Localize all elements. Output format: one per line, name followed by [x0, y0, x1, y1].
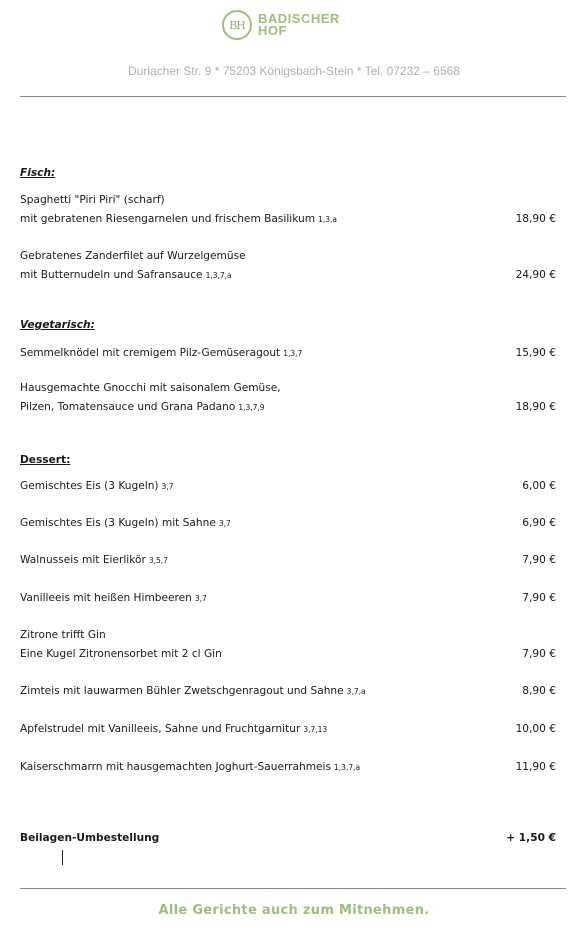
item-price: 6,90 €: [522, 517, 556, 529]
item-price: 7,90 €: [522, 554, 556, 566]
menu-item-line: mit gebratenen Riesengarnelen und frischem Basilikum 1,3,a 18,90 €: [20, 213, 556, 225]
item-price: 7,90 €: [522, 648, 556, 660]
logo-monogram: BH: [222, 10, 252, 40]
beilagen-label: Beilagen-Umbestellung: [20, 832, 160, 844]
section-heading-fisch: Fisch:: [20, 167, 56, 179]
item-price: 24,90 €: [515, 269, 556, 281]
logo-wordmark: [258, 13, 340, 37]
menu-item-line: Hausgemachte Gnocchi mit saisonalem Gemüse,: [20, 382, 281, 394]
menu-item-line: Gebratenes Zanderfilet auf Wurzelgemüse: [20, 250, 246, 262]
menu-item-line: Spaghetti "Piri Piri" (scharf): [20, 194, 165, 206]
item-price: 18,90 €: [515, 401, 556, 413]
section-heading-dessert: Dessert:: [20, 454, 71, 466]
allergen-codes: 1,3,7,9: [238, 403, 265, 412]
item-price: 10,00 €: [515, 723, 556, 735]
allergen-codes: 3,7: [194, 594, 207, 603]
menu-item-line: Semmelknödel mit cremigem Pilz-Gemüseragout 1,3,7 15,90 €: [20, 347, 556, 359]
menu-item-line: Walnusseis mit Eierlikör 3,5,7 7,90 €: [20, 554, 556, 566]
beilagen-price: + 1,50 €: [506, 832, 556, 844]
allergen-codes: 3,7: [218, 519, 231, 528]
item-price: 11,90 €: [515, 761, 556, 773]
allergen-codes: 1,3,7,a: [334, 763, 361, 772]
allergen-codes: 3,7: [161, 482, 174, 491]
menu-item-line: Kaiserschmarrn mit hausgemachten Joghurt-Sauerrahmeis 1,3,7,a 11,90 €: [20, 761, 556, 773]
menu-item-line: Apfelstrudel mit Vanilleeis, Sahne und Fruchtgarnitur 3,7,13 10,00 €: [20, 723, 556, 735]
menu-item-line: mit Butternudeln und Safransauce 1,3,7,a 24,90 €: [20, 269, 556, 281]
allergen-codes: 1,3,7: [283, 349, 303, 358]
menu-item-line: Eine Kugel Zitronensorbet mit 2 cl Gin 7,90 €: [20, 648, 556, 660]
header-divider: [20, 96, 566, 97]
beilagen-line: [20, 831, 556, 845]
menu-item-line: Pilzen, Tomatensauce und Grana Padano 1,3,7,9 18,90 €: [20, 401, 556, 413]
menu-item-line: Zimteis mit lauwarmen Bühler Zwetschgenragout und Sahne 3,7,a 8,90 €: [20, 685, 556, 697]
menu-item-line: Gemischtes Eis (3 Kugeln) mit Sahne 3,7 6,90 €: [20, 517, 556, 529]
allergen-codes: 3,7,a: [346, 687, 366, 696]
item-price: 7,90 €: [522, 592, 556, 604]
menu-item-line: Gemischtes Eis (3 Kugeln) 3,7 6,00 €: [20, 480, 556, 492]
item-price: 15,90 €: [515, 347, 556, 359]
footer-note: Alle Gerichte auch zum Mitnehmen.: [158, 903, 430, 918]
allergen-codes: 1,3,a: [318, 215, 337, 224]
allergen-codes: 3,7,13: [303, 725, 328, 734]
footer-divider: [20, 888, 566, 889]
logo-line-1: BADISCHER: [258, 11, 340, 26]
text-cursor: [62, 850, 63, 865]
item-price: 8,90 €: [522, 685, 556, 697]
item-price: 6,00 €: [522, 480, 556, 492]
allergen-codes: 3,5,7: [148, 556, 168, 565]
address-line: Durlacher Str. 9 * 75203 Königsbach-Stein * Tel. 07232 – 6568: [127, 64, 460, 78]
allergen-codes: 1,3,7,a: [205, 271, 232, 280]
logo-line-2: HOF: [258, 23, 287, 38]
menu-item-line: Vanilleeis mit heißen Himbeeren 3,7 7,90 €: [20, 592, 556, 604]
item-price: 18,90 €: [515, 213, 556, 225]
menu-item-line: Zitrone trifft Gin: [20, 629, 106, 641]
section-heading-vegetarisch: Vegetarisch:: [20, 319, 95, 331]
logo: [222, 8, 340, 42]
